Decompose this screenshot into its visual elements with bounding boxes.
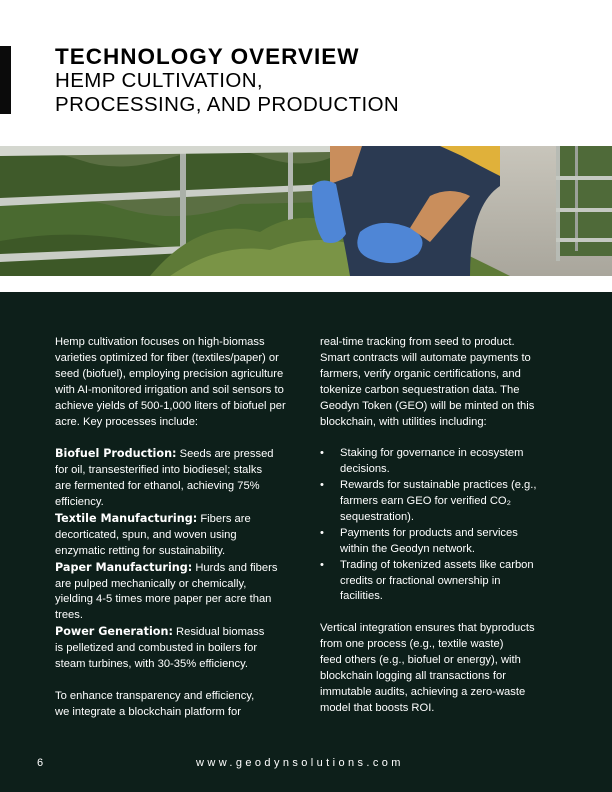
intro-line: Smart contracts will automate payments to: [320, 351, 531, 364]
list-item-line: farmers earn GEO for verified CO₂: [340, 495, 511, 508]
bullet-point: •: [320, 558, 324, 571]
textile-text: Fibers are: [197, 512, 251, 525]
biofuel-label: Biofuel Production:: [55, 447, 177, 461]
list-item-line: decisions.: [340, 463, 390, 476]
list-item-line: sequestration).: [340, 510, 415, 523]
page-subtitle-line2: PROCESSING, AND PRODUCTION: [55, 93, 400, 116]
intro-line: farmers, verify organic certifications, and: [320, 367, 521, 380]
list-item-line: within the Geodyn network.: [340, 542, 475, 555]
intro-line: tokenize carbon sequestration data. The: [320, 383, 520, 396]
paper-line: trees.: [55, 609, 83, 622]
power-item: [55, 624, 295, 641]
intro-line: with AI-monitored irrigation and soil sensors to: [55, 383, 284, 396]
intro-line: acre. Key processes include:: [55, 415, 199, 428]
intro-line: Hemp cultivation focuses on high-biomass: [55, 336, 265, 348]
page-header: [0, 0, 612, 146]
page-subtitle-line1: HEMP CULTIVATION,: [55, 69, 264, 92]
page-number: 6: [37, 757, 44, 769]
list-item-line: Rewards for sustainable practices (e.g.,: [340, 479, 537, 492]
intro-line: achieve yields of 500-1,000 liters of biofuel per: [55, 399, 286, 412]
biofuel-line: are fermented for ethanol, achieving 75%: [55, 480, 260, 493]
power-line: steam turbines, with 30-35% efficiency.: [55, 658, 248, 671]
paper-item: [55, 560, 295, 577]
list-item-line: credits or fractional ownership in: [340, 574, 501, 587]
outro-line: feed others (e.g., biofuel or energy), with: [320, 654, 521, 667]
biofuel-line: for oil, transesterified into biodiesel; stalks: [55, 464, 263, 477]
power-text: Residual biomass: [172, 626, 265, 639]
intro-line: Geodyn Token (GEO) will be minted on this: [320, 399, 535, 412]
textile-line: enzymatic retting for sustainability.: [55, 544, 226, 557]
hemp-harvest-photo: [0, 146, 612, 276]
power-line: is pelletized and combusted in boilers for: [55, 642, 258, 655]
intro-line: seed (biofuel), employing precision agriculture: [55, 367, 284, 380]
list-item: [320, 526, 560, 558]
biofuel-item: [55, 446, 295, 463]
list-item-line: Staking for governance in ecosystem: [340, 447, 524, 460]
outro-line: To enhance transparency and efficiency,: [55, 689, 255, 702]
outro-line: from one process (e.g., textile waste): [320, 638, 504, 651]
paper-label: Paper Manufacturing:: [55, 560, 193, 574]
list-item: [320, 478, 560, 526]
outro-line: immutable audits, achieving a zero-waste: [320, 685, 526, 698]
list-item-line: Trading of tokenized assets like carbon: [340, 558, 534, 571]
textile-line: decorticated, spun, and woven using: [55, 528, 237, 541]
left-column: [55, 335, 295, 721]
list-item: [320, 558, 560, 606]
outro-line: model that boosts ROI.: [320, 701, 435, 714]
right-grow-racks: [556, 146, 612, 261]
hemp-harvest-illustration: [0, 146, 612, 276]
intro-line: varieties optimized for fiber (textiles/paper) or: [55, 351, 279, 364]
bullet-point: •: [320, 479, 324, 492]
bullet-point: •: [320, 526, 324, 539]
bullet-point: •: [320, 447, 324, 460]
photo-bottom-band: [0, 276, 612, 292]
website-url: www.geodynsolutions.com: [196, 757, 404, 769]
list-item-line: Payments for products and services: [340, 526, 518, 539]
paper-line: are pulped mechanically or chemically,: [55, 577, 247, 590]
list-item: [320, 446, 560, 478]
paper-text: Hurds and fibers: [192, 561, 278, 574]
biofuel-text: Seeds are pressed: [176, 448, 274, 461]
intro-line: blockchain, with utilities including:: [320, 415, 487, 428]
header-accent-bar: [0, 46, 11, 114]
paper-line: yielding 4-5 times more paper per acre than: [55, 593, 272, 606]
textile-item: [55, 511, 295, 528]
biofuel-line: efficiency.: [55, 496, 104, 509]
page-title: TECHNOLOGY OVERVIEW: [55, 44, 360, 69]
list-item-line: facilities.: [340, 590, 383, 603]
outro-line: we integrate a blockchain platform for: [55, 705, 241, 718]
utilities-list: [320, 446, 560, 605]
outro-line: blockchain logging all transactions for: [320, 670, 506, 682]
intro-line: real-time tracking from seed to product.: [320, 336, 515, 348]
textile-label: Textile Manufacturing:: [55, 511, 198, 525]
power-label: Power Generation:: [55, 625, 173, 639]
right-column: [320, 335, 560, 717]
outro-line: Vertical integration ensures that byproducts: [320, 622, 535, 635]
